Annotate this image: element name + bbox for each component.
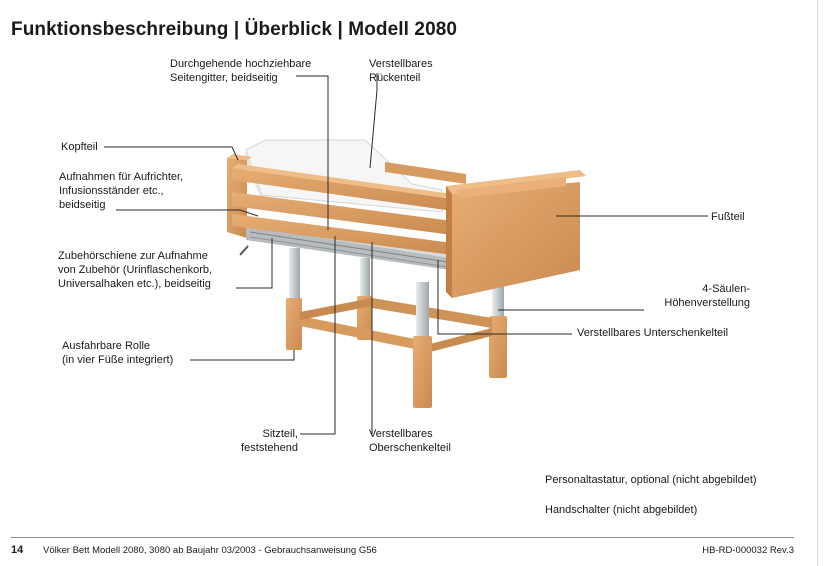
document-id: HB-RD-000032 Rev.3 xyxy=(702,545,794,556)
label-mounts: Aufnahmen für Aufrichter, Infusionsständer etc., beidseitig xyxy=(59,171,184,211)
lower-frame xyxy=(300,298,492,352)
label-castor: Ausfahrbare Rolle (in vier Füße integriert) xyxy=(62,340,174,366)
page-number: 14 xyxy=(11,544,24,556)
footboard xyxy=(446,170,586,298)
label-hand-switch: Handschalter (nicht abgebildet) xyxy=(545,504,698,516)
label-headboard: Kopfteil xyxy=(61,141,98,153)
label-side-rails: Durchgehende hochziehbare Seitengitter, beidseitig xyxy=(170,58,312,84)
label-seat: Sitzteil, feststehend xyxy=(241,428,298,454)
page-title: Funktionsbeschreibung | Überblick | Modell 2080 xyxy=(11,19,458,40)
front-legs xyxy=(413,282,432,408)
label-backrest: Verstellbares Rückenteil xyxy=(369,58,433,84)
footer-divider xyxy=(11,537,794,538)
label-thigh: Verstellbares Oberschenkelteil xyxy=(369,428,451,454)
label-lower-leg: Verstellbares Unterschenkelteil xyxy=(577,327,729,339)
label-keypad: Personaltastatur, optional (nicht abgebildet) xyxy=(545,474,757,486)
footer-text: Völker Bett Modell 2080, 3080 ab Baujahr 03/2003 - Gebrauchsanweisung G56 xyxy=(43,545,377,556)
label-footboard: Fußteil xyxy=(711,211,745,223)
label-height-adjustment: 4-Säulen- Höhenverstellung xyxy=(664,283,750,309)
label-accessory-rail: Zubehörschiene zur Aufnahme von Zubehör (Urinflaschenkorb, Universalhaken etc.), beidseitig xyxy=(58,250,213,290)
